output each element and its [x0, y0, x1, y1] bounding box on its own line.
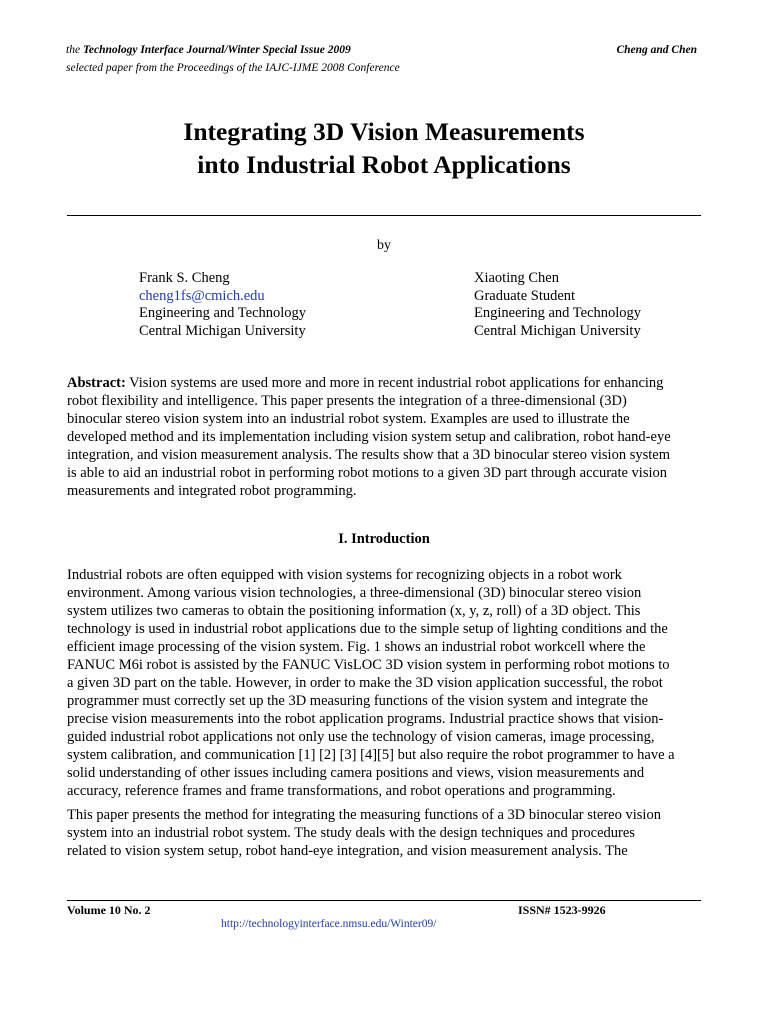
section-heading-introduction: I. Introduction [338, 531, 430, 547]
text-line: technology is used in industrial robot applications due to the simple setup of lighting conditions and the [67, 621, 668, 637]
by-label: by [377, 238, 391, 253]
abstract-line: measurements and integrated robot programming. [67, 483, 357, 499]
text-line: programmer must correctly set up the 3D measuring functions of the vision system and integrate the [67, 693, 649, 709]
text-line: guided industrial robot applications not only use the technology of vision cameras, image processing, [67, 729, 655, 745]
running-header-authors: Cheng and Chen [616, 44, 697, 56]
abstract-label: Abstract: [67, 375, 126, 391]
text-line: FANUC M6i robot is assisted by the FANUC VisLOC 3D vision system in performing robot motions to [67, 657, 670, 673]
text-line: related to vision system setup, robot hand-eye integration, and vision measurement analysis. The [67, 843, 628, 859]
journal-name: Technology Interface Journal/Winter Special Issue 2009 [82, 44, 351, 56]
author-department: Engineering and Technology [139, 305, 307, 321]
text-line: This paper presents the method for integrating the measuring functions of a 3D binocular stereo vision [67, 807, 661, 823]
footer-issn: ISSN# 1523-9926 [518, 903, 606, 917]
paper-title-line-1: Integrating 3D Vision Measurements [183, 117, 585, 146]
introduction-paragraph-1 [67, 566, 707, 800]
running-header-proceedings: selected paper from the Proceedings of the IAJC-IJME 2008 Conference [66, 62, 400, 74]
author-email-link[interactable]: cheng1fs@cmich.edu [139, 287, 265, 304]
author-name: Xiaoting Chen [474, 270, 559, 286]
paper-title [0, 115, 768, 181]
author-block-2 [474, 270, 641, 340]
abstract-line: binocular stereo vision system into an industrial robot system. Examples are used to illustrate the [67, 411, 630, 427]
running-header-journal [66, 44, 351, 56]
paper-title-line-2: into Industrial Robot Applications [197, 150, 571, 179]
author-affiliation: Central Michigan University [139, 322, 306, 339]
journal-prefix: the [66, 44, 83, 56]
introduction-paragraph-2 [67, 806, 707, 860]
text-line: environment. Among various vision technologies, a three-dimensional (3D) binocular stereo vision [67, 585, 642, 601]
author-name: Frank S. Cheng [139, 270, 230, 286]
abstract-line: robot flexibility and intelligence. This paper presents the integration of a three-dimensional (3D) [67, 393, 627, 409]
author-department: Engineering and Technology [474, 305, 642, 321]
text-line: system calibration, and communication [1] [2] [3] [4][5] but also require the robot programmer to have a [67, 747, 675, 763]
abstract-line: is able to aid an industrial robot in performing robot motions to a given 3D part through accurate vision [67, 465, 668, 481]
text-line: Industrial robots are often equipped with vision systems for recognizing objects in a robot work [67, 567, 622, 583]
author-affiliation: Central Michigan University [474, 322, 641, 339]
text-line: precise vision measurements into the robot application programs. Industrial practice shows that vision- [67, 711, 664, 727]
abstract [67, 374, 707, 500]
abstract-line: integration, and vision measurement analysis. The results show that a 3D binocular stereo vision system [67, 447, 670, 463]
footer-url-link[interactable]: http://technologyinterface.nmsu.edu/Winter09/ [221, 918, 437, 930]
abstract-text: Vision systems are used more and more in recent industrial robot applications for enhancing [125, 375, 664, 391]
text-line: system utilizes two cameras to obtain the positioning information (x, y, z, roll) of a 3D object. This [67, 603, 641, 619]
title-divider [67, 215, 701, 216]
text-line: solid understanding of other issues including camera positions and views, vision measurements and [67, 765, 645, 781]
footer-divider [67, 900, 701, 901]
author-position: Graduate Student [474, 287, 576, 304]
footer-volume: Volume 10 No. 2 [67, 903, 151, 917]
author-block-1 [139, 270, 306, 340]
abstract-line [67, 374, 707, 392]
text-line: accuracy, reference frames and frame transformations, and robot operations and programming. [67, 783, 616, 799]
text-line: a given 3D part on the table. However, in order to make the 3D vision application successful, the robot [67, 675, 663, 691]
text-line: system into an industrial robot system. The study deals with the design techniques and procedures [67, 825, 635, 841]
text-line: efficient image processing of the vision system. Fig. 1 shows an industrial robot workcell where the [67, 639, 646, 655]
abstract-line: developed method and its implementation including vision system setup and calibration, robot hand-eye [67, 429, 671, 445]
